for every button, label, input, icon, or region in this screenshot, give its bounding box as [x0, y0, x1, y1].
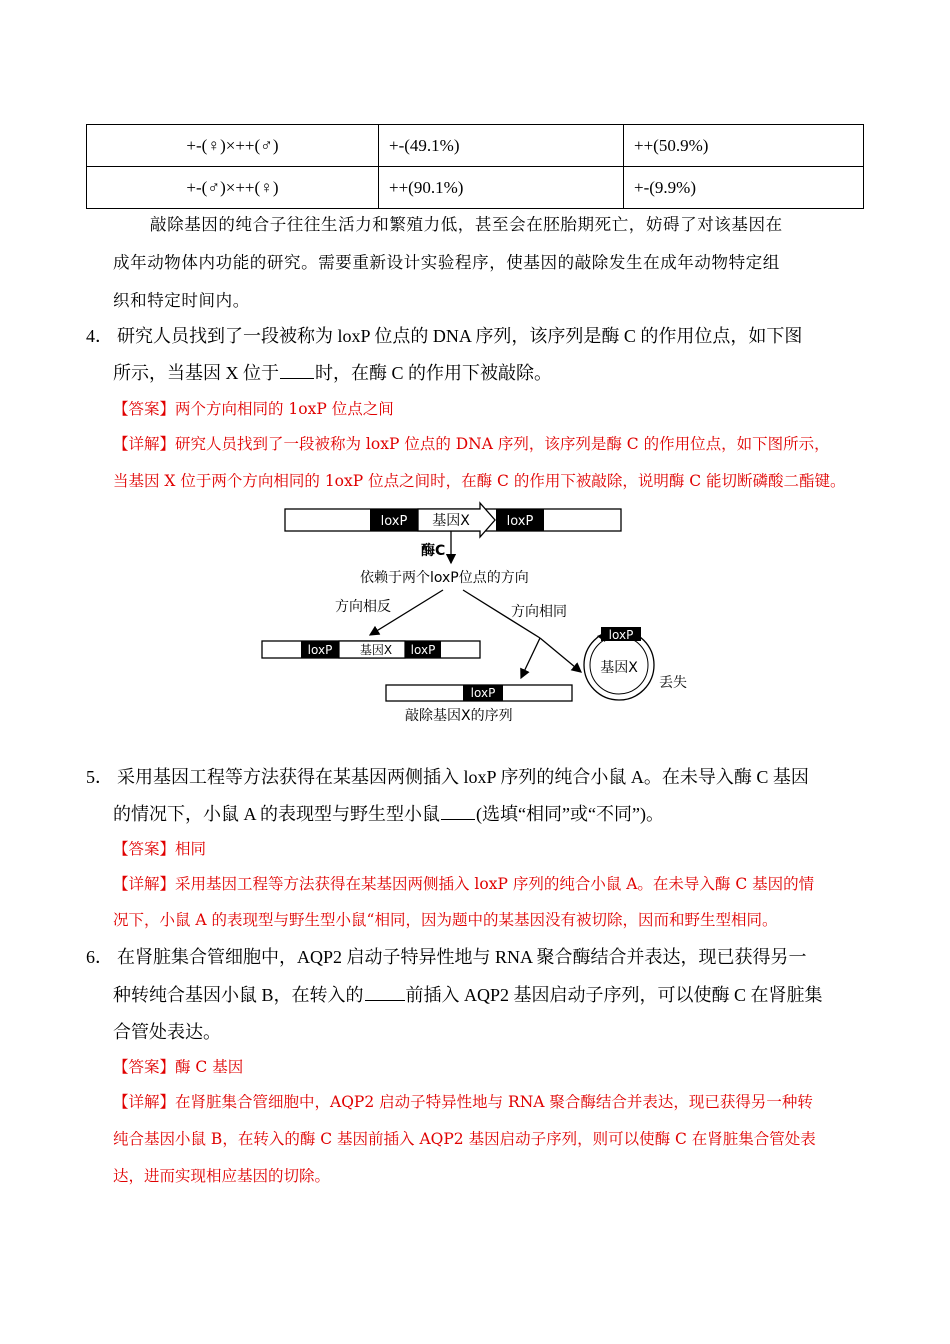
note-line: 织和特定时间内。 [113, 291, 250, 310]
detail-line: 况下，小鼠 A 的表现型与野生型小鼠“相同，因为题中的某基因没有被切除，因而和野生型相同。 [113, 911, 778, 929]
answer-line: 【答案】酶 C 基因 [113, 1058, 244, 1076]
depends-label: 依赖于两个loxP位点的方向 [360, 570, 529, 586]
loxp-label: loxP [380, 514, 408, 529]
table-cell: +-(♂)×++(♀) [87, 167, 379, 209]
question-text: 种转纯合基因小鼠 B，在转入的 前插入 AQP2 基因启动子序列，可以使酶 C 在肾脏集 [113, 981, 823, 1007]
question-number: 4． [86, 326, 113, 346]
detail-line: 【详解】研究人员找到了一段被称为 loxP 位点的 DNA 序列，该序列是酶 C 的作用位点，如下图所示， [113, 435, 830, 453]
lost-label: 丢失 [659, 675, 687, 691]
answer-line: 【答案】两个方向相同的 1oxP 位点之间 [113, 400, 394, 418]
gene-x-label: 基因X [432, 513, 470, 529]
loxp-diagram [255, 500, 705, 732]
gene-x-label: 基因X [600, 660, 638, 676]
table-cell: +-(9.9%) [624, 167, 864, 209]
loxp-label: loxP [470, 686, 496, 700]
table-cell: +-(49.1%) [379, 125, 624, 167]
detail-line: 纯合基因小鼠 B，在转入的酶 C 基因前插入 AQP2 基因启动子序列，则可以使酶 C 在肾脏集合管处表 [113, 1130, 816, 1148]
question-text: 采用基因工程等方法获得在某基因两侧插入 loxP 序列的纯合小鼠 A。在未导入酶 C 基因 [117, 767, 809, 787]
loxp-label: loxP [307, 643, 333, 657]
cross-results-table [86, 124, 864, 209]
opposite-label: 方向相反 [335, 599, 391, 615]
loxp-label: loxP [608, 628, 634, 642]
table-row [87, 125, 864, 167]
loxp-label: loxP [506, 514, 534, 529]
question-text: 研究人员找到了一段被称为 loxP 位点的 DNA 序列，该序列是酶 C 的作用位点，如下图 [117, 326, 803, 346]
table-cell: ++(50.9%) [624, 125, 864, 167]
question-text: 合管处表达。 [113, 1022, 221, 1042]
gene-x-label: 基因X [359, 643, 393, 657]
question-text: 的情况下，小鼠 A 的表现型与野生型小鼠 (选填“相同”或“不同”)。 [113, 800, 664, 826]
answer-line: 【答案】相同 [113, 840, 207, 858]
answer-blank [365, 982, 405, 1001]
enzyme-label: 酶C [421, 543, 446, 559]
detail-line: 达，进而实现相应基因的切除。 [113, 1167, 331, 1185]
table-cell: ++(90.1%) [379, 167, 624, 209]
knockout-label: 敲除基因X的序列 [405, 708, 513, 724]
answer-blank [280, 360, 314, 379]
answer-blank [441, 801, 475, 820]
same-label: 方向相同 [511, 604, 567, 620]
table-cell: +-(♀)×++(♂) [87, 125, 379, 167]
table-row [87, 167, 864, 209]
question-text: 所示，当基因 X 位于 时，在酶 C 的作用下被敲除。 [113, 359, 552, 385]
question-number: 6． [86, 947, 113, 967]
note-line: 成年动物体内功能的研究。需要重新设计实验程序，使基因的敲除发生在成年动物特定组 [113, 253, 780, 272]
detail-line: 【详解】在肾脏集合管细胞中，AQP2 启动子特异性地与 RNA 聚合酶结合并表达，现已获得另一种转 [113, 1093, 813, 1111]
detail-line: 当基因 X 位于两个方向相同的 1oxP 位点之间时，在酶 C 的作用下被敲除，说明酶 C 能切断磷酸二酯键。 [113, 472, 846, 490]
note-line: 敲除基因的纯合子往往生活力和繁殖力低，甚至会在胚胎期死亡，妨碍了对该基因在 [150, 215, 783, 234]
question-number: 5． [86, 767, 113, 787]
detail-line: 【详解】采用基因工程等方法获得在某基因两侧插入 loxP 序列的纯合小鼠 A。在未导入酶 C 基因的情 [113, 875, 815, 893]
question-text: 在肾脏集合管细胞中，AQP2 启动子特异性地与 RNA 聚合酶结合并表达，现已获得另一 [117, 947, 807, 967]
loxp-label: loxP [410, 643, 436, 657]
